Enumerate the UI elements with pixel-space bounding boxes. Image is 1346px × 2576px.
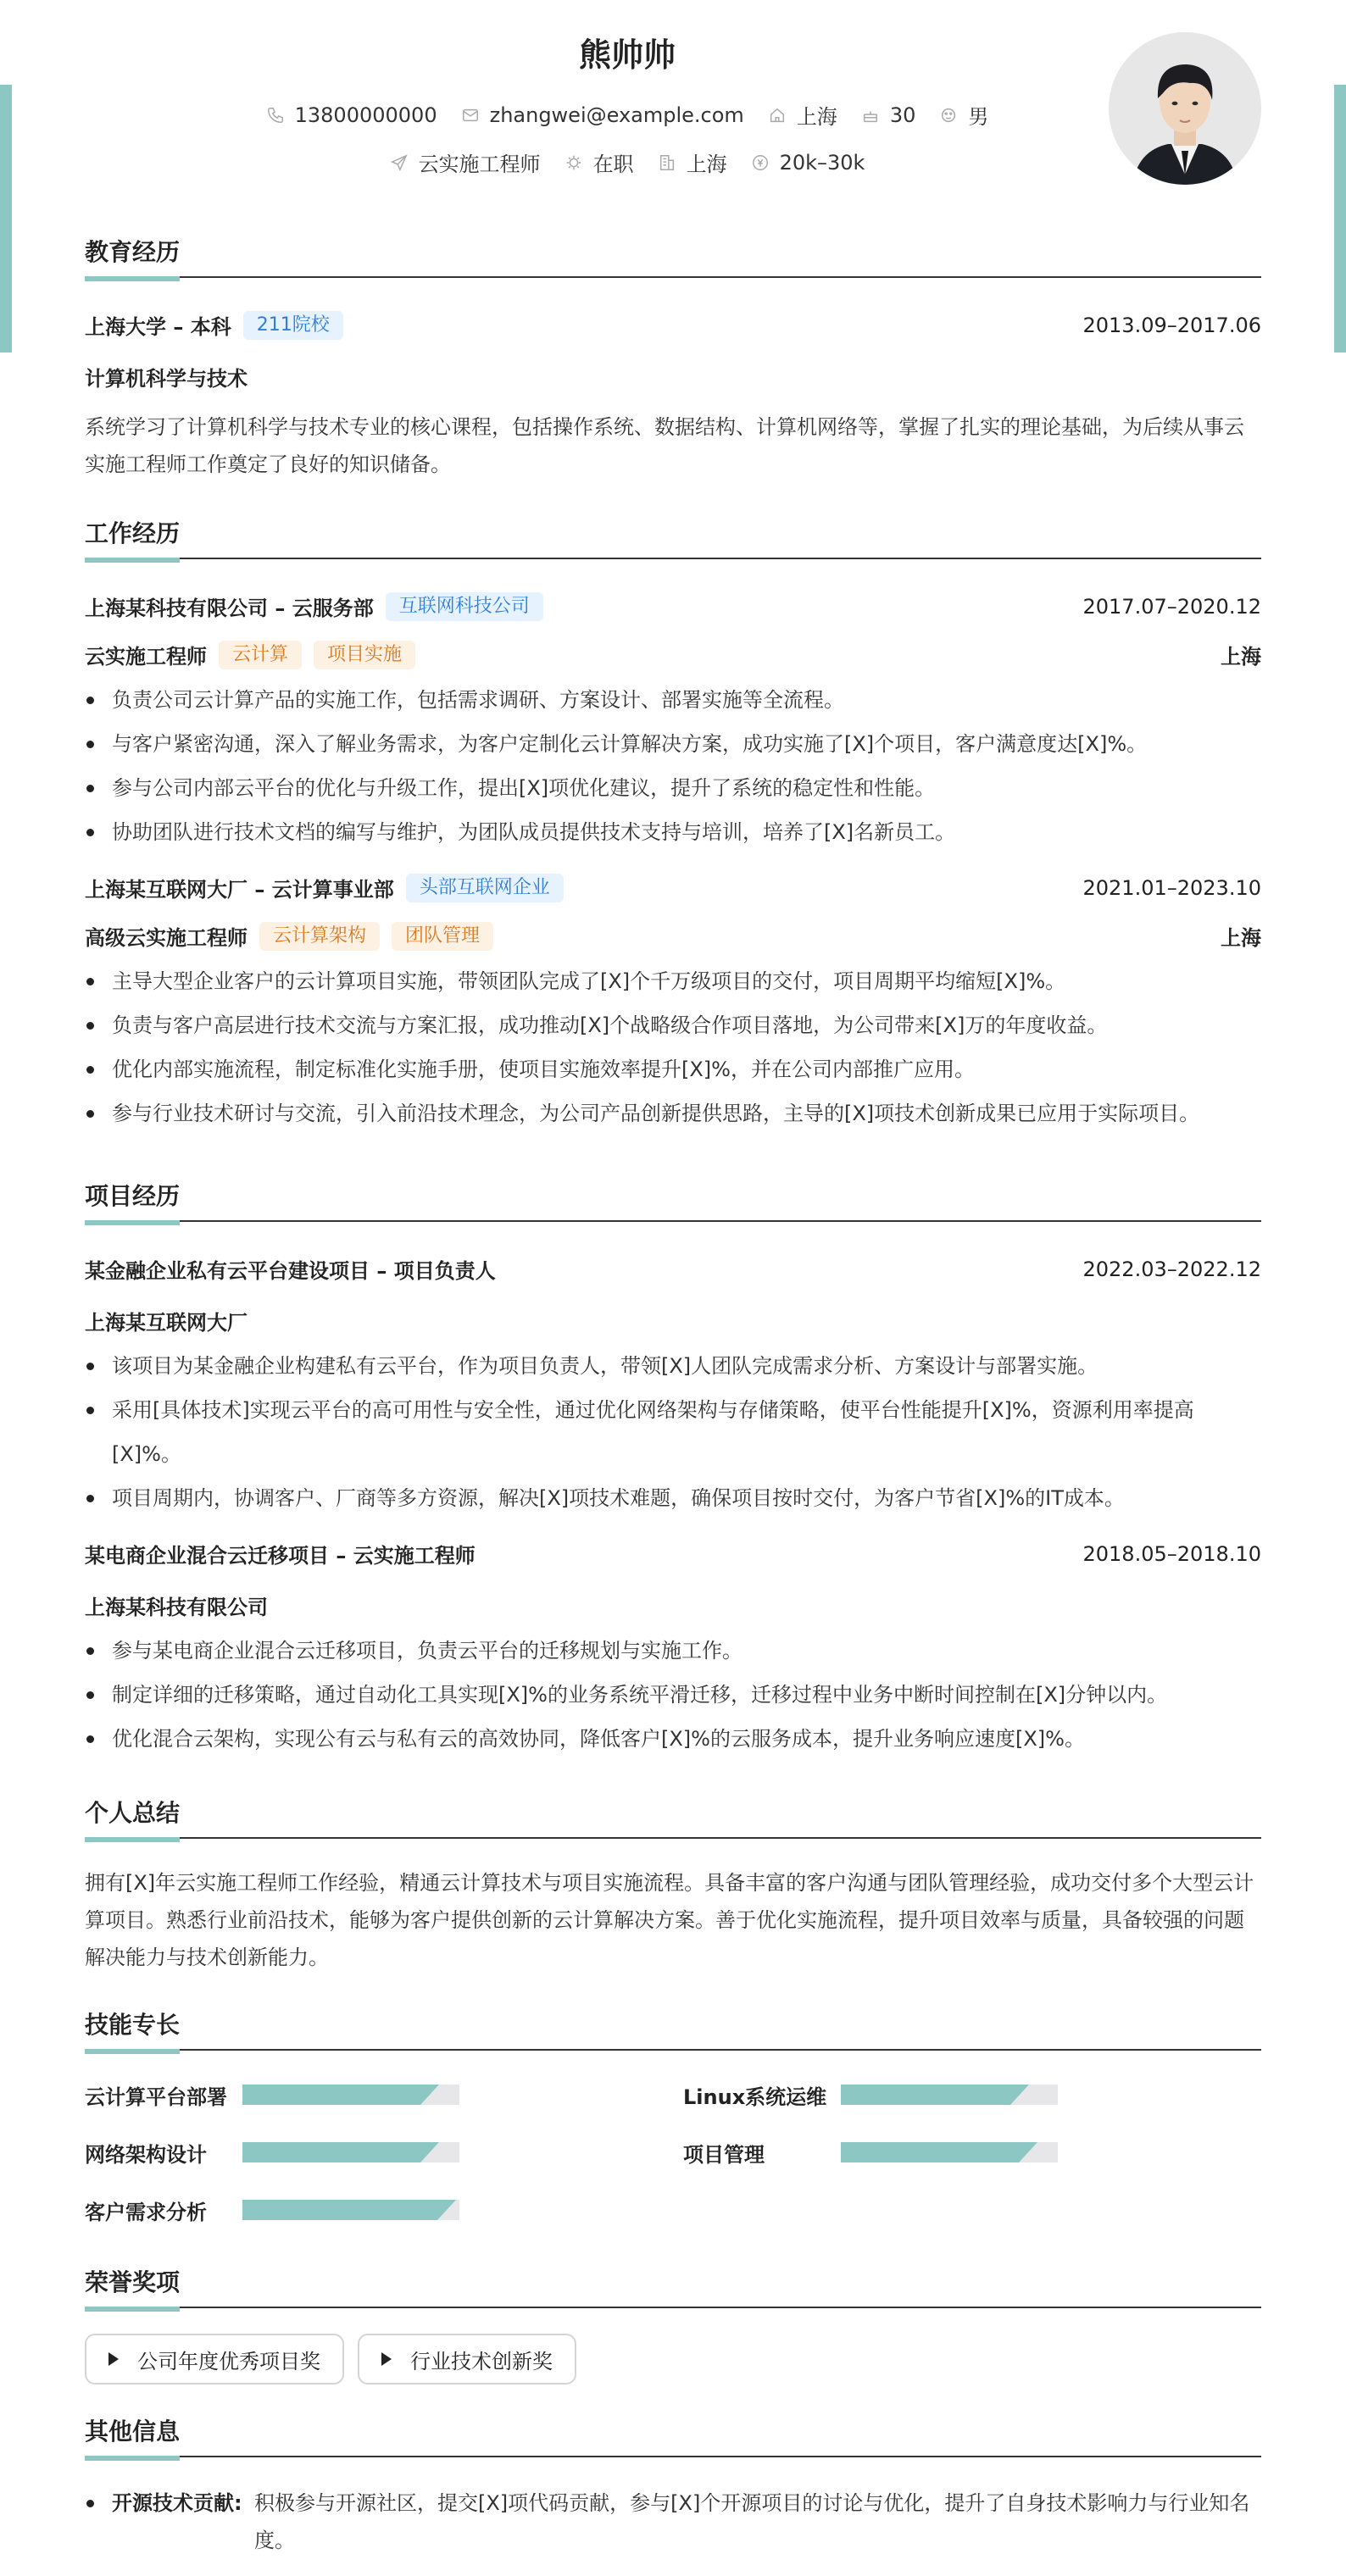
project-entry (85, 1254, 1261, 1520)
skill-item (683, 2085, 1261, 2109)
work-section-title: 工作经历 (85, 510, 1261, 559)
work-role: 高级云实施工程师 (85, 926, 248, 950)
skill-item (85, 2200, 683, 2224)
position-item (390, 147, 541, 177)
award-label: 行业技术创新奖 (410, 2349, 553, 2373)
home-icon (768, 106, 787, 125)
education-major: 计算机科学与技术 (85, 367, 248, 391)
list-item: 参与行业技术研讨与交流，引入前沿技术理念，为公司产品创新提供思路，主导的[X]项技术创新成果已应用于实际项目。 (85, 1091, 1261, 1135)
work-city-text: 上海 (686, 153, 727, 176)
skill-bar (841, 2142, 1058, 2162)
education-date: 2013.09–2017.06 (1082, 313, 1261, 337)
project-entry (85, 1539, 1261, 1761)
resume-header (0, 0, 1346, 203)
skill-fill (242, 2142, 420, 2162)
email-item (461, 103, 744, 127)
work-company-row (85, 591, 1261, 621)
send-icon (390, 153, 409, 172)
list-item: 参与某电商企业混合云迁移项目，负责云平台的迁移规划与实施工作。 (85, 1629, 1261, 1673)
project-date: 2022.03–2022.12 (1082, 1257, 1261, 1281)
gender-icon (939, 106, 958, 125)
email-text: zhangwei@example.com (489, 103, 744, 127)
skill-fill (242, 2200, 437, 2220)
phone-item (266, 103, 437, 127)
work-role-tag: 云计算架构 (259, 922, 380, 951)
age-text: 30 (889, 103, 916, 127)
building-icon (658, 153, 676, 172)
employment-status-item (565, 147, 634, 177)
gender-item (939, 100, 988, 130)
projects-section-title: 项目经历 (85, 1173, 1261, 1222)
skill-name: 客户需求分析 (85, 2200, 207, 2224)
work-location: 上海 (1221, 645, 1261, 669)
list-item: 采用[具体技术]实现云平台的高可用性与安全性，通过优化网络架构与存储策略，使平台性能提升[X]%，资源利用率提高[X]%。 (85, 1388, 1261, 1476)
education-section-title: 教育经历 (85, 229, 1261, 278)
other-info-item (85, 2484, 1261, 2559)
work-company-row (85, 873, 1261, 902)
project-title-row (85, 1539, 1261, 1568)
list-item: 该项目为某金融企业构建私有云平台，作为项目负责人，带领[X]人团队完成需求分析、方案设计与部署实施。 (85, 1344, 1261, 1388)
work-role: 云实施工程师 (85, 645, 207, 669)
salary-text: 20k–30k (779, 150, 865, 175)
employment-status-text: 在职 (592, 153, 634, 176)
work-entry (85, 873, 1261, 1135)
skill-name: 网络架构设计 (85, 2142, 207, 2167)
work-company-tag: 头部互联网企业 (406, 874, 564, 902)
play-icon (381, 2352, 392, 2366)
project-org: 上海某互联网大厂 (85, 1311, 248, 1335)
list-item: 协助团队进行技术文档的编写与维护，为团队成员提供技术支持与培训，培养了[X]名新员工。 (85, 810, 1261, 854)
work-bullets (85, 678, 1261, 854)
list-item: 主导大型企业客户的云计算项目实施，带领团队完成了[X]个千万级项目的交付，项目周期平均缩短[X]%。 (85, 959, 1261, 1003)
skills-grid (85, 2085, 1261, 2224)
education-header-row (85, 310, 1261, 340)
work-company: 上海某科技有限公司 – 云服务部 (85, 597, 374, 620)
skill-fill (841, 2085, 1010, 2105)
work-date: 2017.07–2020.12 (1082, 594, 1261, 619)
list-item: 与客户紧密沟通，深入了解业务需求，为客户定制化云计算解决方案，成功实施了[X]个项目，客户满意度达[X]%。 (85, 722, 1261, 766)
status-icon (565, 153, 583, 172)
position-text: 云实施工程师 (418, 153, 541, 176)
project-title-row (85, 1254, 1261, 1284)
skill-item (85, 2142, 683, 2167)
project-org: 上海某科技有限公司 (85, 1596, 268, 1619)
city-item (768, 100, 837, 130)
other-section-title: 其他信息 (85, 2408, 1261, 2457)
work-role-row (85, 640, 1261, 669)
list-item: 负责公司云计算产品的实施工作，包括需求调研、方案设计、部署实施等全流程。 (85, 678, 1261, 722)
list-item: 项目周期内，协调客户、厂商等多方资源，解决[X]项技术难题，确保项目按时交付，为客户节省[X]%的IT成本。 (85, 1476, 1261, 1520)
list-item: 参与公司内部云平台的优化与升级工作，提出[X]项优化建议，提升了系统的稳定性和性能。 (85, 766, 1261, 810)
work-role-tag: 团队管理 (392, 922, 493, 951)
work-company-tag: 互联网科技公司 (386, 592, 543, 621)
skill-fill (242, 2085, 420, 2105)
project-date: 2018.05–2018.10 (1082, 1541, 1261, 1566)
cake-icon (861, 106, 880, 125)
work-role-tag: 云计算 (219, 641, 302, 669)
skill-name: Linux系统运维 (683, 2085, 827, 2109)
education-school: 上海大学 – 本科 (85, 315, 231, 339)
contact-row (0, 100, 1254, 130)
skill-item (85, 2085, 683, 2109)
project-bullets (85, 1629, 1261, 1761)
work-date: 2021.01–2023.10 (1082, 875, 1261, 900)
gender-text: 男 (968, 105, 989, 129)
project-bullets (85, 1344, 1261, 1520)
education-school-tag: 211院校 (243, 311, 343, 340)
project-title: 某电商企业混合云迁移项目 – 云实施工程师 (85, 1544, 476, 1568)
work-location: 上海 (1221, 926, 1261, 950)
avatar (1109, 32, 1261, 185)
award-label: 公司年度优秀项目奖 (137, 2349, 320, 2373)
work-city-item (658, 147, 727, 177)
awards-list (85, 2334, 1261, 2384)
other-info-text: 积极参与开源社区，提交[X]项代码贡献，参与[X]个开源项目的讨论与优化，提升了自身技术影响力与行业知名度。 (254, 2491, 1250, 2552)
skill-name: 云计算平台部署 (85, 2085, 227, 2109)
summary-section-title: 个人总结 (85, 1790, 1261, 1839)
money-icon (751, 153, 770, 172)
education-description: 系统学习了计算机科学与技术专业的核心课程，包括操作系统、数据结构、计算机网络等，掌握了扎实的理论基础，为后续从事云实施工程师工作奠定了良好的知识储备。 (85, 415, 1244, 476)
award-chip[interactable] (358, 2334, 576, 2384)
skill-bar (242, 2142, 459, 2162)
work-role-row (85, 921, 1261, 951)
skill-fill (841, 2142, 1019, 2162)
work-entry (85, 591, 1261, 854)
summary-text: 拥有[X]年云实施工程师工作经验，精通云计算技术与项目实施流程。具备丰富的客户沟通与团队管理经验，成功交付多个大型云计算项目。熟悉行业前沿技术，能够为客户提供创新的云计算解决方案。善于优化实施流程，提升项目效率与质量，具备较强的问题解决能力与技术创新能力。 (85, 1871, 1254, 1969)
mail-icon (461, 106, 480, 125)
city-text: 上海 (796, 105, 837, 129)
phone-icon (266, 106, 285, 125)
play-icon (108, 2352, 119, 2366)
awards-section-title: 荣誉奖项 (85, 2259, 1261, 2308)
skill-bar (841, 2085, 1058, 2105)
project-title: 某金融企业私有云平台建设项目 – 项目负责人 (85, 1259, 496, 1283)
candidate-name: 熊帅帅 (578, 36, 676, 74)
age-item (861, 103, 916, 127)
work-bullets (85, 959, 1261, 1135)
work-company: 上海某互联网大厂 – 云计算事业部 (85, 878, 394, 902)
skill-bar (242, 2200, 459, 2220)
skill-bar (242, 2085, 459, 2105)
skill-item (683, 2142, 1261, 2167)
job-row (0, 147, 1254, 177)
other-info-label: 开源技术贡献: (112, 2491, 242, 2515)
award-chip[interactable] (85, 2334, 344, 2384)
skill-name: 项目管理 (683, 2142, 765, 2167)
work-role-tag: 项目实施 (314, 641, 415, 669)
salary-item (751, 151, 865, 175)
list-item: 制定详细的迁移策略，通过自动化工具实现[X]%的业务系统平滑迁移，迁移过程中业务中断时间控制在[X]分钟以内。 (85, 1673, 1261, 1717)
resume-body (85, 229, 1261, 2559)
phone-text: 13800000000 (294, 103, 437, 127)
list-item: 负责与客户高层进行技术交流与方案汇报，成功推动[X]个战略级合作项目落地，为公司带来[X]万的年度收益。 (85, 1003, 1261, 1047)
skills-section-title: 技能专长 (85, 2001, 1261, 2051)
list-item: 优化混合云架构，实现公有云与私有云的高效协同，降低客户[X]%的云服务成本，提升业务响应速度[X]%。 (85, 1717, 1261, 1761)
list-item: 优化内部实施流程，制定标准化实施手册，使项目实施效率提升[X]%，并在公司内部推广应用。 (85, 1047, 1261, 1091)
